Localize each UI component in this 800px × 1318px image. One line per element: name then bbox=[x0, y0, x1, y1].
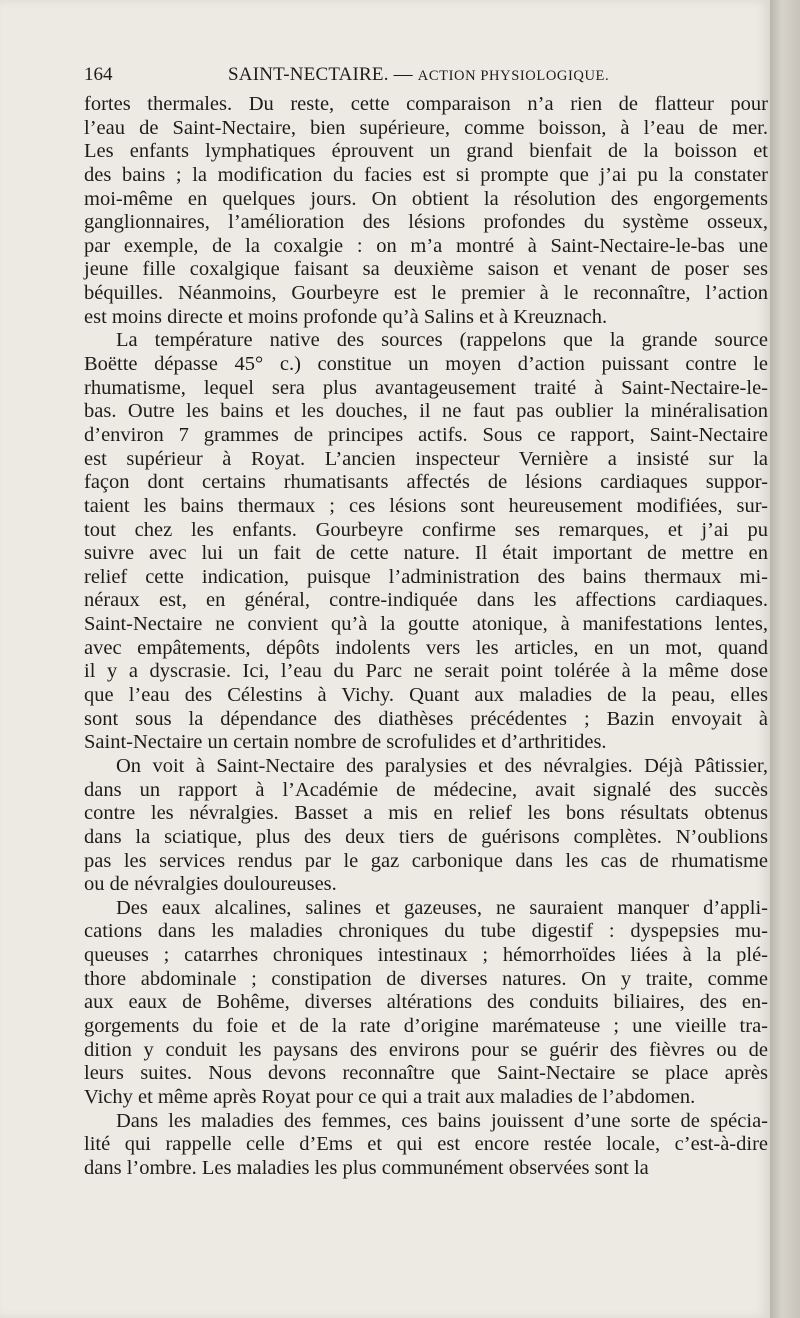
title-separator: — bbox=[393, 64, 413, 85]
text-line: l’eau de Saint-Nectaire, bien supérieure, comme boisson, à l’eau de mer. bbox=[84, 116, 768, 139]
text-line: est moins directe et moins profonde qu’à Salins et à Kreuznach. bbox=[84, 305, 608, 328]
chapter-title: SAINT-NECTAIRE. bbox=[228, 64, 389, 85]
text-line: dition y conduit les paysans des environs pour se guérir des fièvres ou de bbox=[84, 1038, 768, 1061]
text-line: leurs suites. Nous devons reconnaître que Saint-Nectaire se place après bbox=[84, 1062, 768, 1085]
text-line: On voit à Saint-Nectaire des paralysies et des névralgies. Déjà Pâtissier, bbox=[116, 754, 768, 777]
text-line: façon dont certains rhumatisants affectés de lésions cardiaques suppor- bbox=[84, 471, 768, 494]
text-line: Saint-Nectaire un certain nombre de scrofulides et d’arthritides. bbox=[84, 731, 607, 754]
text-line: dans l’ombre. Les maladies les plus communément observées sont la bbox=[84, 1156, 649, 1179]
running-title bbox=[228, 60, 609, 91]
text-line: contre les névralgies. Basset a mis en relief les bons résultats obtenus bbox=[84, 802, 768, 825]
text-line: ganglionnaires, l’amélioration des lésions profondes du système osseux, bbox=[84, 211, 768, 234]
text-line: taient les bains thermaux ; ces lésions sont heureusement modifiées, sur- bbox=[84, 494, 768, 517]
text-line: Saint-Nectaire ne convient qu’à la goutte atonique, à manifestations lentes, bbox=[84, 613, 768, 636]
page-number: 164 bbox=[84, 64, 113, 85]
text-line: est supérieur à Royat. L’ancien inspecteur Vernière a insisté sur la bbox=[84, 447, 768, 470]
text-line: béquilles. Néanmoins, Gourbeyre est le premier à le reconnaître, l’action bbox=[84, 282, 768, 305]
text-line: que l’eau des Célestins à Vichy. Quant aux maladies de la peau, elles bbox=[84, 684, 768, 707]
body-text bbox=[84, 93, 768, 1180]
text-line: suivre avec lui un fait de cette nature. Il était important de mettre en bbox=[84, 542, 768, 565]
text-line: il y a dyscrasie. Ici, l’eau du Parc ne serait point tolérée à la même dose bbox=[84, 660, 768, 683]
text-line: La température native des sources (rappelons que la grande source bbox=[116, 329, 768, 352]
running-head bbox=[84, 60, 768, 90]
text-line: queuses ; catarrhes chroniques intestinaux ; hémorrhoïdes liées à la plé- bbox=[84, 944, 768, 967]
text-line: gorgements du foie et de la rate d’origine marémateuse ; une vieille tra- bbox=[84, 1014, 768, 1037]
text-line: pas les services rendus par le gaz carbonique dans les cas de rhumatisme bbox=[84, 849, 768, 872]
text-line: rhumatisme, lequel sera plus avantageusement traité à Saint-Nectaire-le- bbox=[84, 376, 768, 399]
text-line: Dans les maladies des femmes, ces bains jouissent d’une sorte de spécia- bbox=[116, 1109, 768, 1132]
text-line: par exemple, de la coxalgie : on m’a montré à Saint-Nectaire-le-bas une bbox=[84, 234, 768, 257]
text-line: d’environ 7 grammes de principes actifs. Sous ce rapport, Saint-Nectaire bbox=[84, 423, 768, 446]
text-line: avec empâtements, dépôts indolents vers les articles, en un mot, quand bbox=[84, 636, 768, 659]
text-line: fortes thermales. Du reste, cette comparaison n’a rien de flatteur pour bbox=[84, 93, 768, 115]
text-line: Vichy et même après Royat pour ce qui a trait aux maladies de l’abdomen. bbox=[84, 1085, 696, 1108]
paragraph bbox=[84, 755, 768, 897]
text-line: bas. Outre les bains et les douches, il ne faut pas oublier la minéralisation bbox=[84, 400, 768, 423]
text-line: Des eaux alcalines, salines et gazeuses, ne sauraient manquer d’appli- bbox=[116, 896, 768, 919]
text-line: néraux est, en général, contre-indiquée dans les affections cardiaques. bbox=[84, 589, 768, 612]
text-line: jeune fille coxalgique faisant sa deuxième saison et venant de poser ses bbox=[84, 258, 768, 281]
text-line: sont sous la dépendance des diathèses précédentes ; Bazin envoyait à bbox=[84, 707, 768, 730]
text-line: moi-même en quelques jours. On obtient la résolution des engorgements bbox=[84, 187, 768, 210]
text-line: dans un rapport à l’Académie de médecine, avait signalé des succès bbox=[84, 778, 768, 801]
paragraph bbox=[84, 93, 768, 329]
text-line: aux eaux de Bohême, diverses altérations des conduits biliaires, des en- bbox=[84, 991, 768, 1014]
paragraph bbox=[84, 897, 768, 1110]
text-line: Boëtte dépasse 45° c.) constitue un moyen d’action puissant contre le bbox=[84, 353, 768, 376]
section-subtitle: ACTION PHYSIOLOGIQUE. bbox=[417, 68, 610, 84]
text-line: thore abdominale ; constipation de diverses natures. On y traite, comme bbox=[84, 967, 768, 990]
text-line: tout chez les enfants. Gourbeyre confirme ses remarques, et j’ai pu bbox=[84, 518, 768, 541]
text-line: Les enfants lymphatiques éprouvent un grand bienfait de la boisson et bbox=[84, 140, 768, 163]
text-line: ou de névralgies douloureuses. bbox=[84, 873, 337, 896]
text-line: relief cette indication, puisque l’administration des bains thermaux mi- bbox=[84, 565, 768, 588]
text-line: cations dans les maladies chroniques du tube digestif : dyspepsies mu- bbox=[84, 920, 768, 943]
text-line: dans la sciatique, plus des deux tiers de guérisons complètes. N’oublions bbox=[84, 825, 768, 848]
page-edge bbox=[770, 0, 800, 1318]
paragraph bbox=[84, 329, 768, 755]
text-line: des bains ; la modification du facies est si prompte que j’ai pu la constater bbox=[84, 163, 768, 186]
text-line: lité qui rappelle celle d’Ems et qui est encore restée locale, c’est-à-dire bbox=[84, 1133, 768, 1156]
paragraph bbox=[84, 1110, 768, 1181]
